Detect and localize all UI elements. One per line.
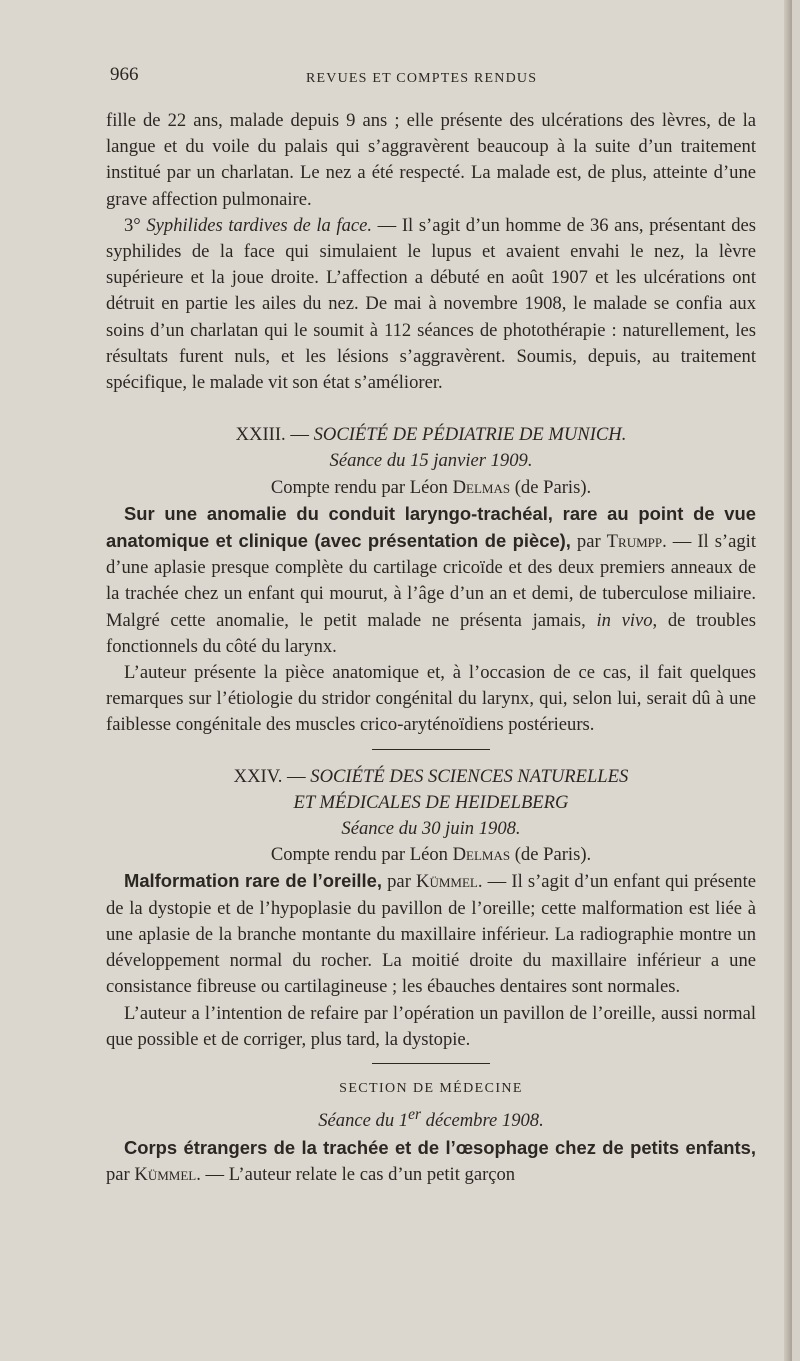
case-continuation-paragraph: fille de 22 ans, malade depuis 9 ans ; elle présente des ulcérations des lèvres, de la langue et du voile du palais qui s’aggravèrent beaucoup à la suite d’un traitement institué par un charlatan. Le nez a été respecté. La malade est, de plus, atteinte d’une grave affection pulmonaire. <box>106 110 756 210</box>
section-23-report-author: Delmas <box>452 476 511 498</box>
page-number: 966 <box>110 64 139 85</box>
section-23-article-title: Sur une anomalie du conduit laryngo-trachéal, rare au point de vue anatomique et clinique (avec présentation de pièce), <box>106 502 756 552</box>
section-23-report-line: Compte rendu par Léon Delmas (de Paris). <box>270 476 592 498</box>
section-23-session: Séance du 15 janvier 1909. <box>329 450 533 472</box>
section-24-paragraph-1: Malformation rare de l’oreille, par Kümmel. — Il s’agit d’un enfant qui présente de la dystopie et de l’hypoplasie du pavillon de l’oreille; cette malformation est liée à une aplasie de la branche montante du maxillaire inférieur. La radiographie montre un développement normal du rocher. La moitié droite du maxillaire inférieur a une consistance fibreuse ou cartilagineuse ; les ébauches dentaires sont normales. <box>106 870 756 998</box>
section-23-heading <box>106 422 756 448</box>
section-medicine-article-title: Corps étrangers de la trachée et de l’œsophage chez de petits enfants, <box>124 1136 756 1158</box>
section-medicine-author: Kümmel <box>134 1163 197 1185</box>
section-23-roman: XXIII. — <box>235 424 309 446</box>
section-23-paragraph-2: L’auteur présente la pièce anatomique et, à l’occasion de ce cas, il fait quelques remarques sur l’étiologie du stridor congénital du larynx, qui, selon lui, serait dû à une faiblesse congénitale des muscles crico-aryténoïdiens postérieurs. <box>106 662 756 736</box>
section-23-author: Trumpp <box>606 531 663 553</box>
running-head: REVUES ET COMPTES RENDUS <box>306 71 538 86</box>
section-24-society-line1: SOCIÉTÉ DES SCIENCES NATURELLES <box>310 765 629 787</box>
section-24-report-line: Compte rendu par Léon Delmas (de Paris). <box>270 844 592 866</box>
section-24-roman: XXIV. — <box>233 765 306 787</box>
section-23-paragraph-1: Sur une anomalie du conduit laryngo-trachéal, rare au point de vue anatomique et clinique (avec présentation de pièce), par Trumpp. — Il s’agit d’une aplasie presque complète du cartilage cricoïde et des deux premiers anneaux de la trachée chez un enfant qui mourut, à l’âge d’un an et demi, de tuberculose miliaire. Malgré cette anomalie, le petit malade ne présenta jamais, in vivo, de troubles fonctionnels du côté du larynx. <box>106 502 757 657</box>
section-23-society: SOCIÉTÉ DE PÉDIATRIE DE MUNICH. <box>313 424 627 446</box>
case-three-text: — Il s’agit d’un homme de 36 ans, présentant des syphilides de la face qui simulaient le lupus et avaient envahi le nez, la lèvre supérieure et la joue droite. L’affection a débuté en août 1907 et les ulcérations ont détruit en partie les ailes du nez. De mai à novembre 1908, le malade se confia aux soins d’un charlatan qui le soumit à 112 séances de photothérapie : naturellement, les résultats furent nuls, et les lésions s’aggravèrent. Soumis, depuis, au traitement spécifique, le malade vit son état s’améliorer. <box>106 214 756 394</box>
case-three-number: 3° <box>124 214 141 236</box>
case-three-title: Syphilides tardives de la face. <box>146 214 373 236</box>
section-24-report-author: Delmas <box>452 844 511 866</box>
page-header <box>106 62 756 90</box>
section-medicine-paragraph: Corps étrangers de la trachée et de l’œsophage chez de petits enfants, par Kümmel. — L’auteur relate le cas d’un petit garçon <box>106 1136 756 1185</box>
section-medicine-heading: SECTION DE MÉDECINE <box>339 1080 523 1096</box>
text-column <box>106 0 756 1188</box>
page-edge-shadow <box>784 0 792 1361</box>
section-24-heading-line2: ET MÉDICALES DE HEIDELBERG <box>293 791 569 813</box>
section-24-session: Séance du 30 juin 1908. <box>341 818 521 840</box>
section-24-author: Kümmel <box>416 871 478 893</box>
case-three-paragraph <box>106 213 756 396</box>
section-24-heading-line1 <box>106 764 756 790</box>
section-24-article-title: Malformation rare de l’oreille, <box>124 870 382 892</box>
section-24-paragraph-2: L’auteur a l’intention de refaire par l’opération un pavillon de l’oreille, aussi normal que possible et de corriger, plus tard, la dystopie. <box>106 1002 756 1050</box>
section-medicine-session: Séance du 1er décembre 1908. <box>318 1106 544 1132</box>
